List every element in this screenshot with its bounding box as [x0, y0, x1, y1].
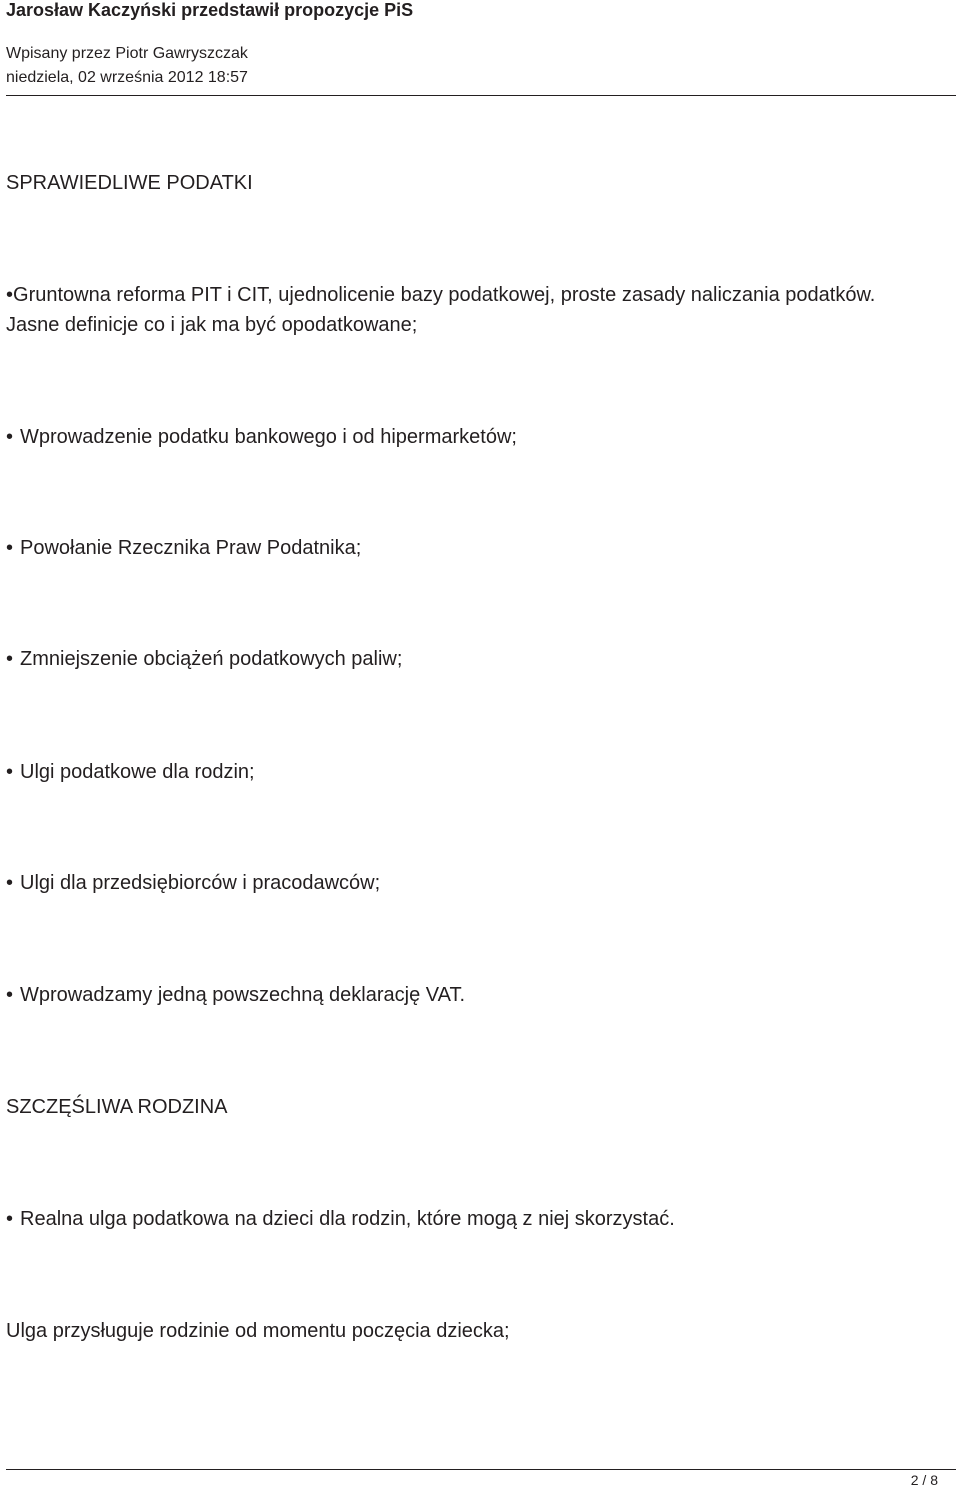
list-item	[6, 757, 255, 787]
list-item-text: Wprowadzamy jedną powszechną deklarację VAT.	[20, 984, 466, 1006]
body-paragraph: Ulga przysługuje rodzinie od momentu poczęcia dziecka;	[6, 1320, 510, 1342]
list-item	[6, 980, 465, 1010]
header-divider	[6, 95, 956, 96]
section-heading-family: SZCZĘŚLIWA RODZINA	[6, 1096, 228, 1118]
list-item-text: Powołanie Rzecznika Praw Podatnika;	[20, 537, 362, 559]
list-item-text: Wprowadzenie podatku bankowego i od hipermarketów;	[20, 426, 517, 448]
bullet-icon: •	[6, 1208, 14, 1230]
list-item	[6, 280, 906, 340]
list-item	[6, 868, 380, 898]
list-item	[6, 1204, 675, 1234]
bullet-icon: •	[6, 426, 14, 448]
list-item	[6, 644, 402, 674]
document-title: Jarosław Kaczyński przedstawił propozycje PiS	[6, 0, 414, 20]
list-item	[6, 533, 361, 563]
bullet-icon: •	[6, 872, 14, 894]
list-item-text: Zmniejszenie obciążeń podatkowych paliw;	[20, 648, 403, 670]
bullet-icon: •	[6, 761, 14, 783]
list-item-text: Realna ulga podatkowa na dzieci dla rodzin, które mogą z niej skorzystać.	[20, 1208, 675, 1230]
footer-divider	[6, 1469, 956, 1470]
section-heading-taxes: SPRAWIEDLIWE PODATKI	[6, 172, 253, 194]
bullet-icon: •	[6, 648, 14, 670]
list-item-text: Ulgi dla przedsiębiorców i pracodawców;	[20, 872, 381, 894]
date-line: niedziela, 02 września 2012 18:57	[6, 69, 248, 86]
bullet-icon: •	[6, 984, 14, 1006]
list-item-text: Gruntowna reforma PIT i CIT, ujednolicenie bazy podatkowej, proste zasady naliczania podatków. Jasne definicje co i jak ma być opodatkowane;	[6, 284, 876, 336]
bullet-icon: •	[6, 284, 14, 306]
list-item	[6, 422, 517, 452]
page-number: 2 / 8	[910, 1472, 938, 1488]
list-item-text: Ulgi podatkowe dla rodzin;	[20, 761, 255, 783]
bullet-icon: •	[6, 537, 14, 559]
author-line: Wpisany przez Piotr Gawryszczak	[6, 45, 248, 62]
